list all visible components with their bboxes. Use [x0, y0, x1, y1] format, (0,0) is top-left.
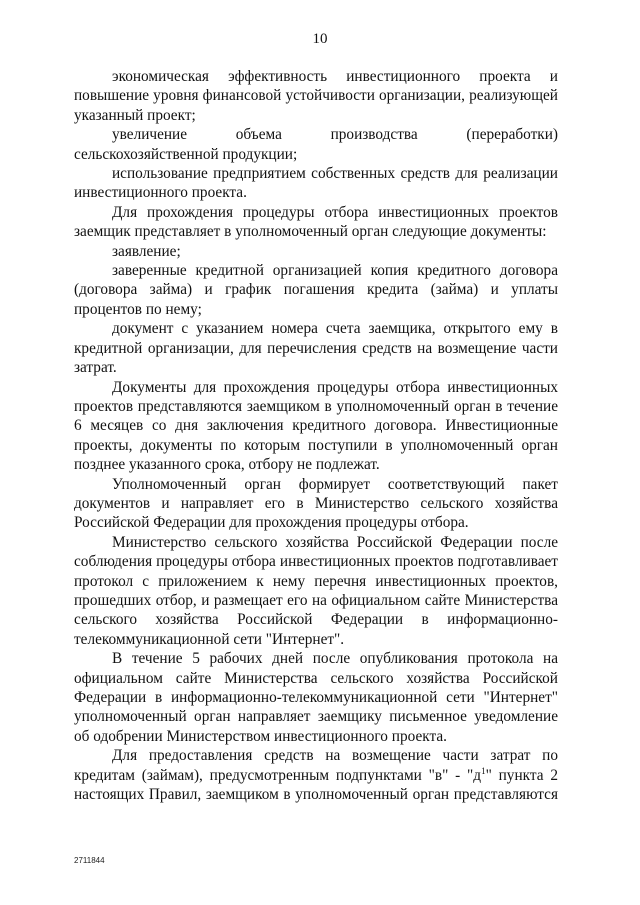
- paragraph-submission-deadline: Документы для прохождения процедуры отбора инвестиционных проектов представляются заемщиком в уполномоченный орган в течение 6 месяцев со дня заключения кредитного договора. Инвестиционные проекты, документы по которым поступили в уполномоченный орган позднее указанного срока, отбору не подлежат.: [74, 378, 558, 474]
- paragraph-application: заявление;: [112, 242, 181, 260]
- paragraph-economic-efficiency: экономическая эффективность инвестиционного проекта и повышение уровня финансовой устойчивости организации, реализующей указанный проект;: [74, 68, 558, 124]
- paragraph-reimbursement-documents: [74, 746, 558, 804]
- page-number: 10: [312, 31, 328, 47]
- paragraph-notification: В течение 5 рабочих дней после опубликования протокола на официальном сайте Министерства сельского хозяйства Российской Федерации в информационно-телекоммуникационной сети "Интернет" уполномоченный орган направляет заемщику письменное уведомление об одобрении Министерством инвестиционного проекта.: [74, 650, 558, 745]
- paragraph-own-funds: использование предприятием собственных средств для реализации инвестиционного проекта.: [74, 165, 558, 202]
- paragraph-credit-agreement-copy: заверенные кредитной организацией копия кредитного договора (договора займа) и график погашения кредита (займа) и уплаты процентов по нему;: [74, 262, 558, 318]
- paragraph-reimbursement-text-end: " пункта 2 настоящих Правил, заемщиком в уполномоченный орган представляются: [74, 766, 558, 804]
- superscript-index: 1: [481, 765, 486, 776]
- paragraph-documents-intro: Для прохождения процедуры отбора инвестиционных проектов заемщик представляет в уполномоченный орган следующие документы:: [74, 203, 558, 241]
- document-body: [74, 67, 558, 804]
- paragraph-reimbursement-text-start: Для предоставления средств на возмещение части затрат по кредитам (займам), предусмотренным подпунктами "в" - "д: [74, 747, 558, 784]
- paragraph-account-document: документ с указанием номера счета заемщика, открытого ему в кредитной организации, для перечисления средств на возмещение части затрат.: [74, 320, 558, 377]
- paragraph-ministry-protocol: Министерство сельского хозяйства Российской Федерации после соблюдения процедуры отбора инвестиционных проектов подготавливает протокол с приложением к нему перечня инвестиционных проектов, прошедших отбор, и размещает его на официальном сайте Министерства сельского хозяйства Российской Федерации в информационно-телекоммуникационной сети "Интернет".: [74, 533, 558, 648]
- footer-document-code: 2711844: [74, 856, 105, 865]
- paragraph-authorized-body-package: Уполномоченный орган формирует соответствующий пакет документов и направляет его в Министерство сельского хозяйства Российской Федерации для прохождения процедуры отбора.: [74, 475, 558, 532]
- paragraph-production-volume: увеличение объема производства (переработки) сельскохозяйственной продукции;: [74, 126, 558, 163]
